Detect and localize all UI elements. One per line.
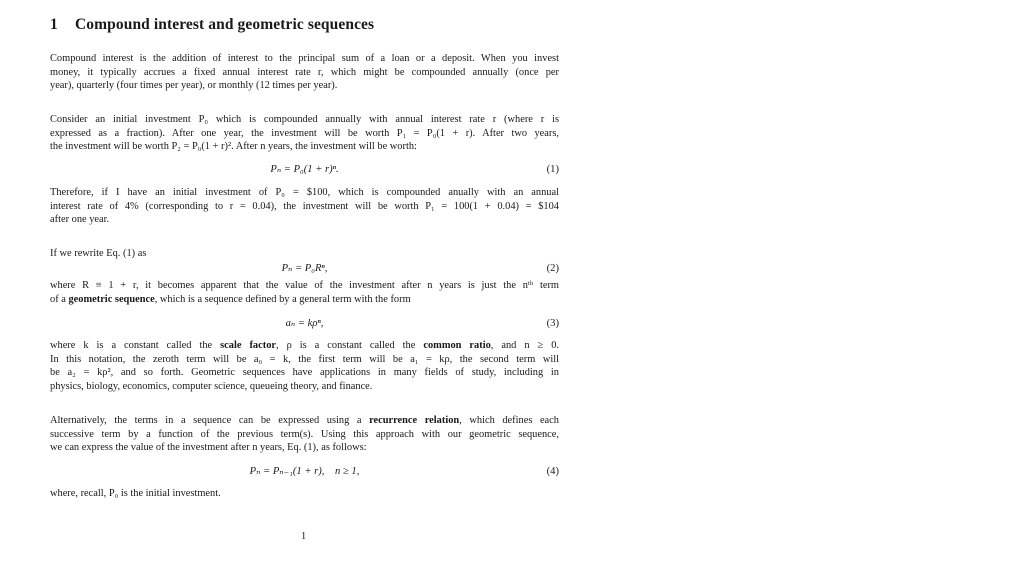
text-line: where, recall, P₀ is the initial investment.	[50, 488, 221, 499]
text-line: where R ≡ 1 + r, it becomes apparent that the value of the investment after n years is just the nᵗʰ term	[50, 280, 559, 291]
text-line: Therefore, if I have an initial investment of P₀ = $100, which is compounded anually with an annual	[50, 187, 559, 198]
text-segment: , ρ is a constant called the	[276, 340, 424, 351]
text-segment: , and n ≥ 0.	[490, 340, 560, 351]
equation-number: (4)	[546, 466, 559, 477]
term-recurrence-relation: recurrence relation	[369, 415, 460, 426]
equation-expression: Pₙ = P₀Rⁿ,	[281, 263, 328, 274]
text-line: after one year.	[50, 214, 110, 226]
equation-expression: aₙ = kρⁿ,	[285, 318, 324, 329]
term-geometric-sequence: geometric sequence	[68, 293, 155, 305]
text-line: money, it typically accrues a fixed annual interest rate r, which might be compounded annually (once per	[50, 66, 559, 78]
text-line: be a₂ = kρ², and so forth. Geometric sequences have applications in many fields of study, including in	[50, 367, 559, 379]
paragraph-rewrite-intro	[50, 247, 559, 261]
text-segment: Alternatively, the terms in a sequence can be expressed using a	[50, 415, 370, 426]
text-line	[50, 414, 559, 428]
text-line: successive term by a function of the previous term(s). Using this approach with our geometric sequence,	[50, 428, 559, 440]
text-segment: , which defines each	[459, 415, 559, 426]
text-line: Consider an initial investment P₀ which is compounded annually with annual interest rate r (where r is	[50, 114, 559, 125]
text-line: expressed as a fraction). After one year, the investment will be worth P₁ = P₀(1 + r). After two years,	[50, 127, 559, 139]
text-line: we can express the value of the investment after n years, Eq. (1), as follows:	[50, 442, 367, 454]
section-number: 1	[50, 16, 58, 33]
text-segment: where k is a constant called the	[50, 340, 221, 351]
text-line: year), quarterly (four times per year), or monthly (12 times per year).	[50, 80, 338, 92]
section-title: Compound interest and geometric sequences	[75, 16, 375, 33]
equation-expression: Pₙ = Pₙ₋₁(1 + r), n ≥ 1,	[249, 466, 360, 477]
paragraph-recurrence-relation	[50, 414, 559, 455]
text-line: Compound interest is the addition of interest to the principal sum of a loan or a deposit. When you invest	[50, 53, 559, 64]
term-common-ratio: common ratio	[423, 340, 491, 351]
equation-number: (2)	[546, 263, 559, 274]
equation-expression: Pₙ = P₀(1 + r)ⁿ.	[270, 164, 339, 175]
text-line: physics, biology, economics, computer science, queueing theory, and finance.	[50, 380, 373, 392]
equation-number: (3)	[546, 318, 559, 329]
page-number: 1	[301, 531, 307, 542]
equation-2	[50, 262, 559, 276]
paragraph-example-calculation	[50, 186, 559, 227]
text-segment: , which is a sequence defined by a general term with the form	[154, 293, 411, 305]
term-scale-factor: scale factor	[220, 340, 277, 351]
paragraph-geometric-sequence	[50, 279, 559, 306]
text-line: If we rewrite Eq. (1) as	[50, 248, 147, 259]
text-line	[50, 293, 559, 307]
equation-number: (1)	[546, 164, 559, 175]
text-line: In this notation, the zeroth term will be a₀ = k, the first term will be a₁ = kρ, the second term will	[50, 353, 559, 365]
equation-4	[50, 465, 559, 479]
text-line: the investment will be worth P₂ = P₀(1 + r)². After n years, the investment will be worth:	[50, 141, 417, 153]
text-line	[50, 339, 559, 353]
equation-3	[50, 317, 559, 331]
equation-1	[50, 163, 559, 177]
paragraph-compound-interest-intro	[50, 52, 559, 93]
paragraph-recall	[50, 487, 559, 501]
paragraph-scale-factor	[50, 339, 559, 393]
text-segment: of a	[50, 293, 69, 305]
text-line: interest rate of 4% (corresponding to r = 0.04), the investment will be worth P₁ = 100(1 + 0.04) = $104	[50, 200, 559, 212]
paragraph-initial-investment	[50, 113, 559, 154]
section-heading	[50, 16, 374, 34]
